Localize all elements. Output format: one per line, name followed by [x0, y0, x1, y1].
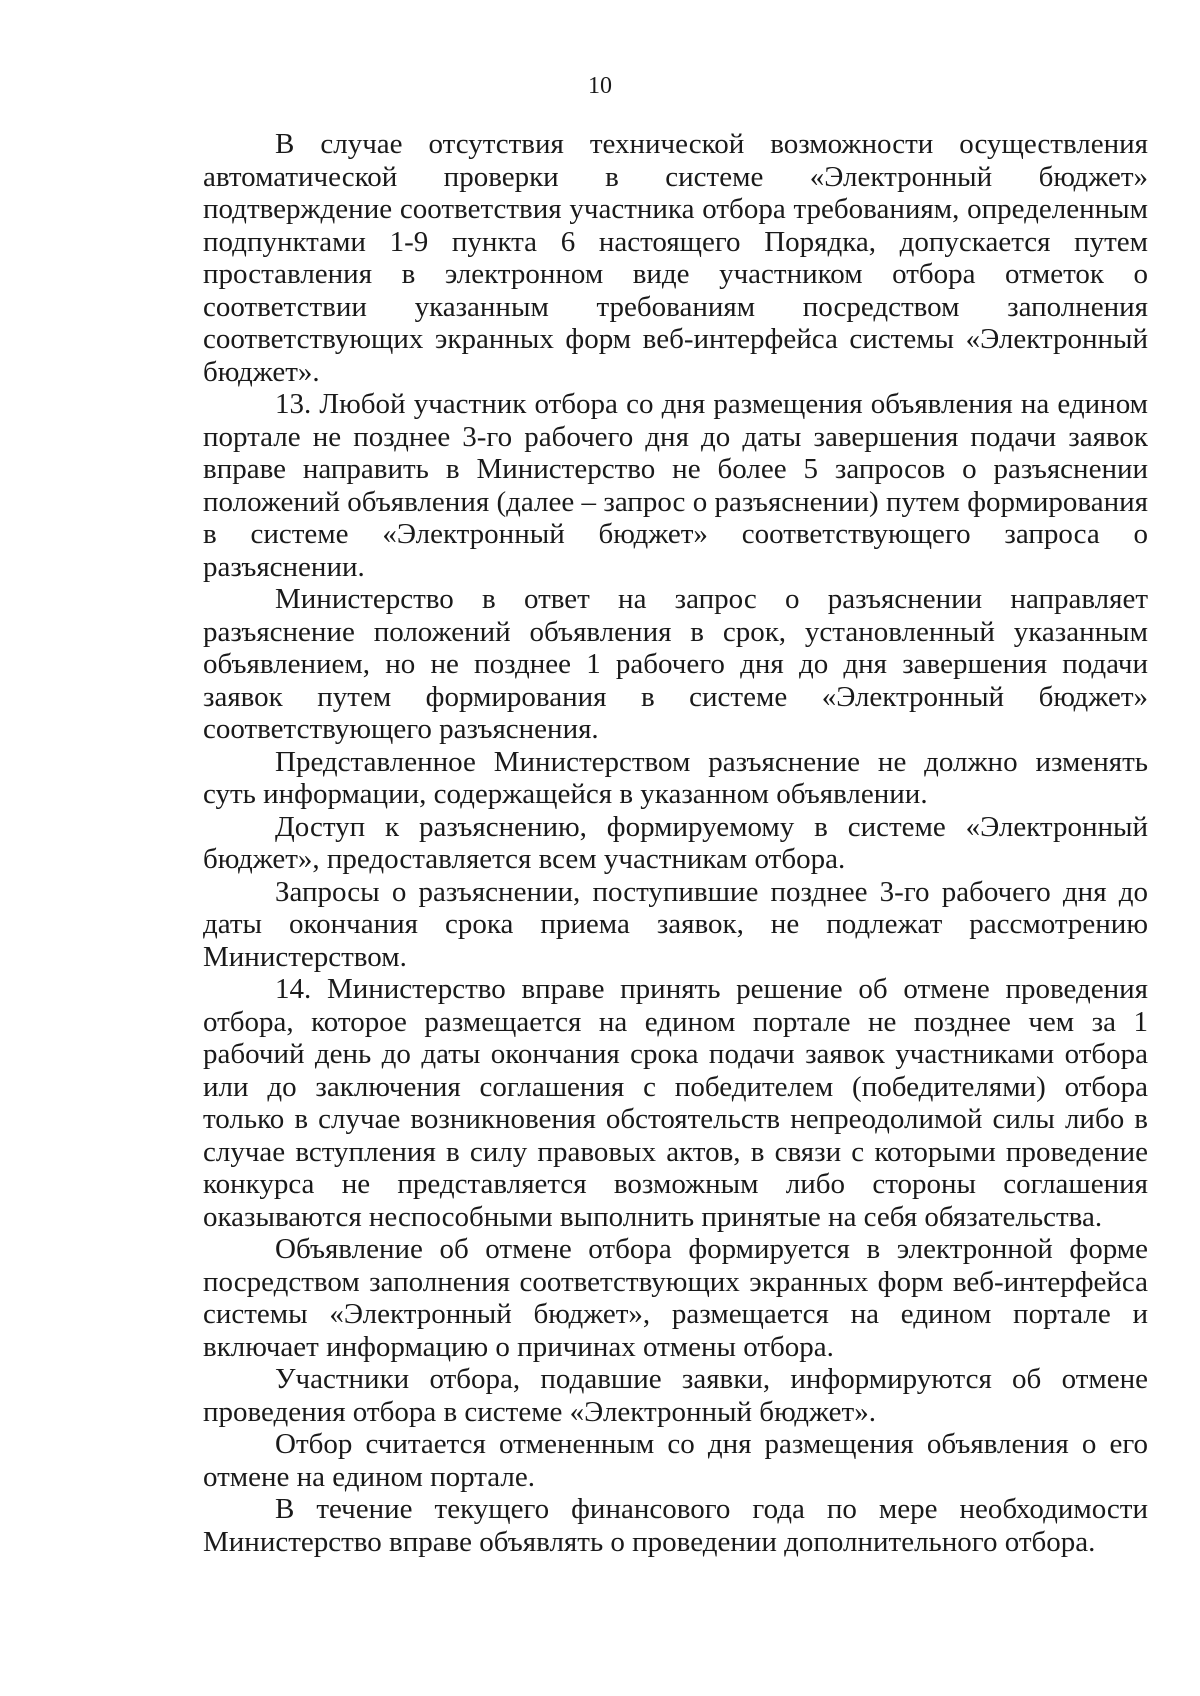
paragraph-ministry-response: Министерство в ответ на запрос о разъяснении направляет разъяснение положений объявления в срок, установленный указанным объявлением, но не позднее 1 рабочего дня до дня завершения подачи заявок путем формирования в системе «Электронный бюджет» соответствующего разъяснения. — [203, 583, 1148, 745]
paragraph-clarification-scope: Представленное Министерством разъяснение не должно изменять суть информации, содержащейся в указанном объявлении. — [203, 745, 1148, 810]
paragraph-13-clarification-request: 13. Любой участник отбора со дня размещения объявления на едином портале не позднее 3-го рабочего дня до даты завершения подачи заявок вправе направить в Министерство не более 5 запросов о разъяснении положений объявления (далее – запрос о разъяснении) путем формирования в системе «Электронный бюджет» соответствующего запроса о разъяснении. — [203, 388, 1148, 583]
page-number: 10 — [588, 73, 612, 99]
paragraph-participants-informed: Участники отбора, подавшие заявки, информируются об отмене проведения отбора в системе «Электронный бюджет». — [203, 1363, 1148, 1428]
paragraph-additional-selection: В течение текущего финансового года по мере необходимости Министерство вправе объявлять о проведении дополнительного отбора. — [203, 1493, 1148, 1558]
document-body — [203, 128, 1148, 1558]
paragraph-technical-impossibility: В случае отсутствия технической возможности осуществления автоматической проверки в системе «Электронный бюджет» подтверждение соответствия участника отбора требованиям, определенным подпунктами 1-9 пункта 6 настоящего Порядка, допускается путем проставления в электронном виде участником отбора отметок о соответствии указанным требованиям посредством заполнения соответствующих экранных форм веб-интерфейса системы «Электронный бюджет». — [203, 128, 1148, 388]
paragraph-cancellation-effective: Отбор считается отмененным со дня размещения объявления о его отмене на едином портале. — [203, 1428, 1148, 1493]
paragraph-late-requests: Запросы о разъяснении, поступившие позднее 3-го рабочего дня до даты окончания срока приема заявок, не подлежат рассмотрению Министерством. — [203, 875, 1148, 973]
paragraph-14-cancellation: 14. Министерство вправе принять решение об отмене проведения отбора, которое размещается на едином портале не позднее чем за 1 рабочий день до даты окончания срока подачи заявок участниками отбора или до заключения соглашения с победителем (победителями) отбора только в случае возникновения обстоятельств непреодолимой силы либо в случае вступления в силу правовых актов, в связи с которыми проведение конкурса не представляется возможным либо стороны соглашения оказываются неспособными выполнить принятые на себя обязательства. — [203, 973, 1148, 1233]
paragraph-clarification-access: Доступ к разъяснению, формируемому в системе «Электронный бюджет», предоставляется всем участникам отбора. — [203, 810, 1148, 875]
paragraph-cancellation-announcement: Объявление об отмене отбора формируется в электронной форме посредством заполнения соответствующих экранных форм веб-интерфейса системы «Электронный бюджет», размещается на едином портале и включает информацию о причинах отмены отбора. — [203, 1233, 1148, 1363]
